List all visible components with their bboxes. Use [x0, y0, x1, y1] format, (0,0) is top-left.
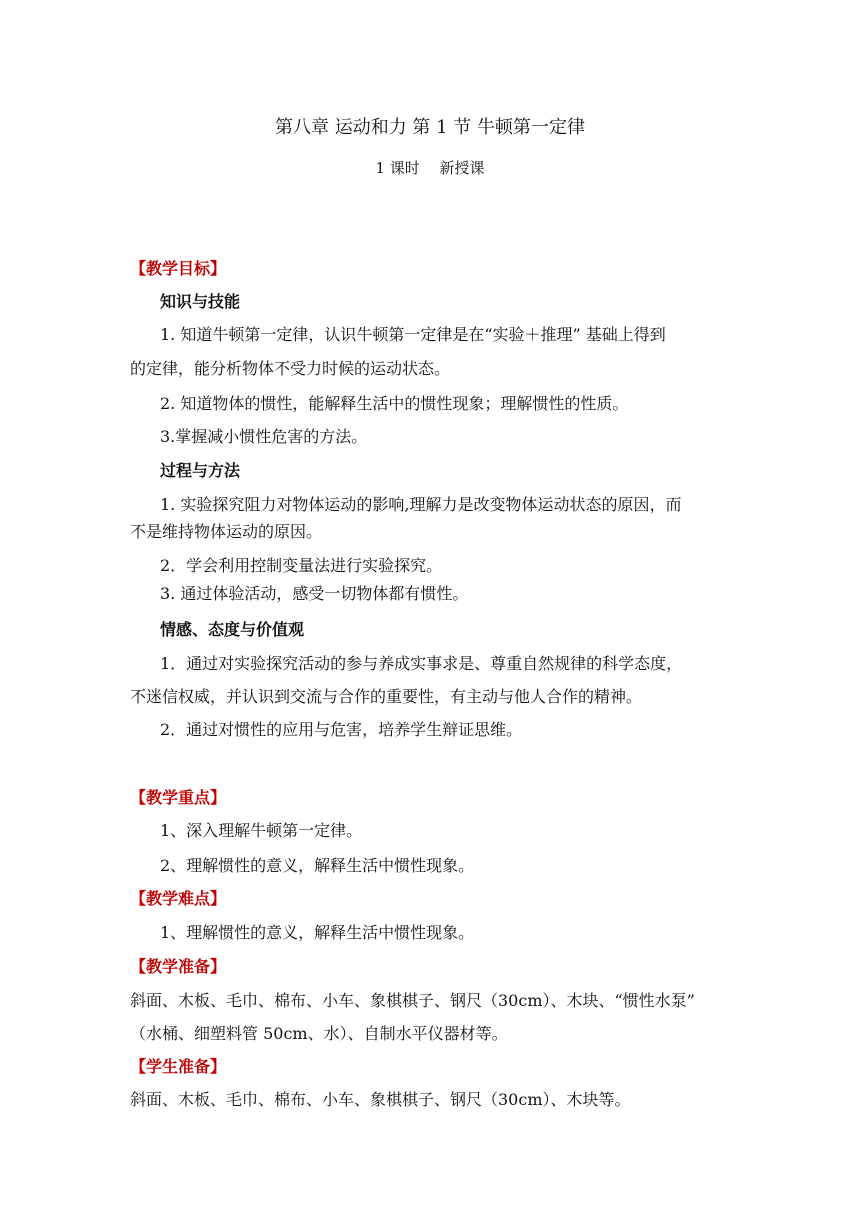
section-heading-key-points: 【教学重点】 [130, 788, 227, 807]
subheading-process: 过程与方法 [160, 461, 241, 480]
process-item-2: 2．学会利用控制变量法进行实验探究。 [160, 556, 443, 575]
knowledge-item-1-cont: 的定律，能分析物体不受力时候的运动状态。 [130, 359, 451, 378]
subheading-emotion: 情感、态度与价值观 [160, 620, 305, 639]
knowledge-item-2: 2. 知道物体的惯性，能解释生活中的惯性现象；理解惯性的性质。 [160, 394, 629, 413]
subheading-knowledge: 知识与技能 [160, 292, 241, 311]
process-item-1-cont: 不是维持物体运动的原因。 [130, 522, 323, 541]
section-heading-objectives: 【教学目标】 [130, 259, 227, 278]
knowledge-item-3: 3.掌握减小惯性危害的方法。 [160, 427, 368, 446]
key-point-1: 1、深入理解牛顿第一定律。 [160, 821, 363, 840]
student-prep-line-1: 斜面、木板、毛巾、棉布、小车、象棋棋子、钢尺（30cm）、木块等。 [130, 1090, 631, 1109]
emotion-item-1: 1．通过对实验探究活动的参与养成实事求是、尊重自然规律的科学态度， [160, 654, 683, 673]
section-heading-student-prep: 【学生准备】 [130, 1057, 227, 1076]
teacher-prep-line-1: 斜面、木板、毛巾、棉布、小车、象棋棋子、钢尺（30cm）、木块、“惯性水泵” [130, 991, 695, 1010]
section-heading-difficulties: 【教学难点】 [130, 889, 227, 908]
emotion-item-2: 2．通过对惯性的应用与危害，培养学生辩证思维。 [160, 720, 523, 739]
emotion-item-1-cont: 不迷信权威，并认识到交流与合作的重要性，有主动与他人合作的精神。 [130, 687, 643, 706]
knowledge-item-1: 1. 知道牛顿第一定律，认识牛顿第一定律是在“实验＋推理” 基础上得到 [160, 325, 666, 344]
section-heading-teacher-prep: 【教学准备】 [130, 957, 227, 976]
process-item-1: 1. 实验探究阻力对物体运动的影响,理解力是改变物体运动状态的原因，而 [160, 495, 682, 514]
key-point-2: 2、理解惯性的意义，解释生活中惯性现象。 [160, 856, 475, 875]
page-subtitle: 1 课时 新授课 [375, 159, 485, 177]
process-item-3: 3. 通过体验活动，感受一切物体都有惯性。 [160, 584, 469, 603]
teacher-prep-line-2: （水桶、细塑料管 50cm、水）、自制水平仪器材等。 [130, 1024, 508, 1043]
difficulty-1: 1、理解惯性的意义，解释生活中惯性现象。 [160, 923, 475, 942]
page-title: 第八章 运动和力 第 1 节 牛顿第一定律 [274, 117, 586, 138]
